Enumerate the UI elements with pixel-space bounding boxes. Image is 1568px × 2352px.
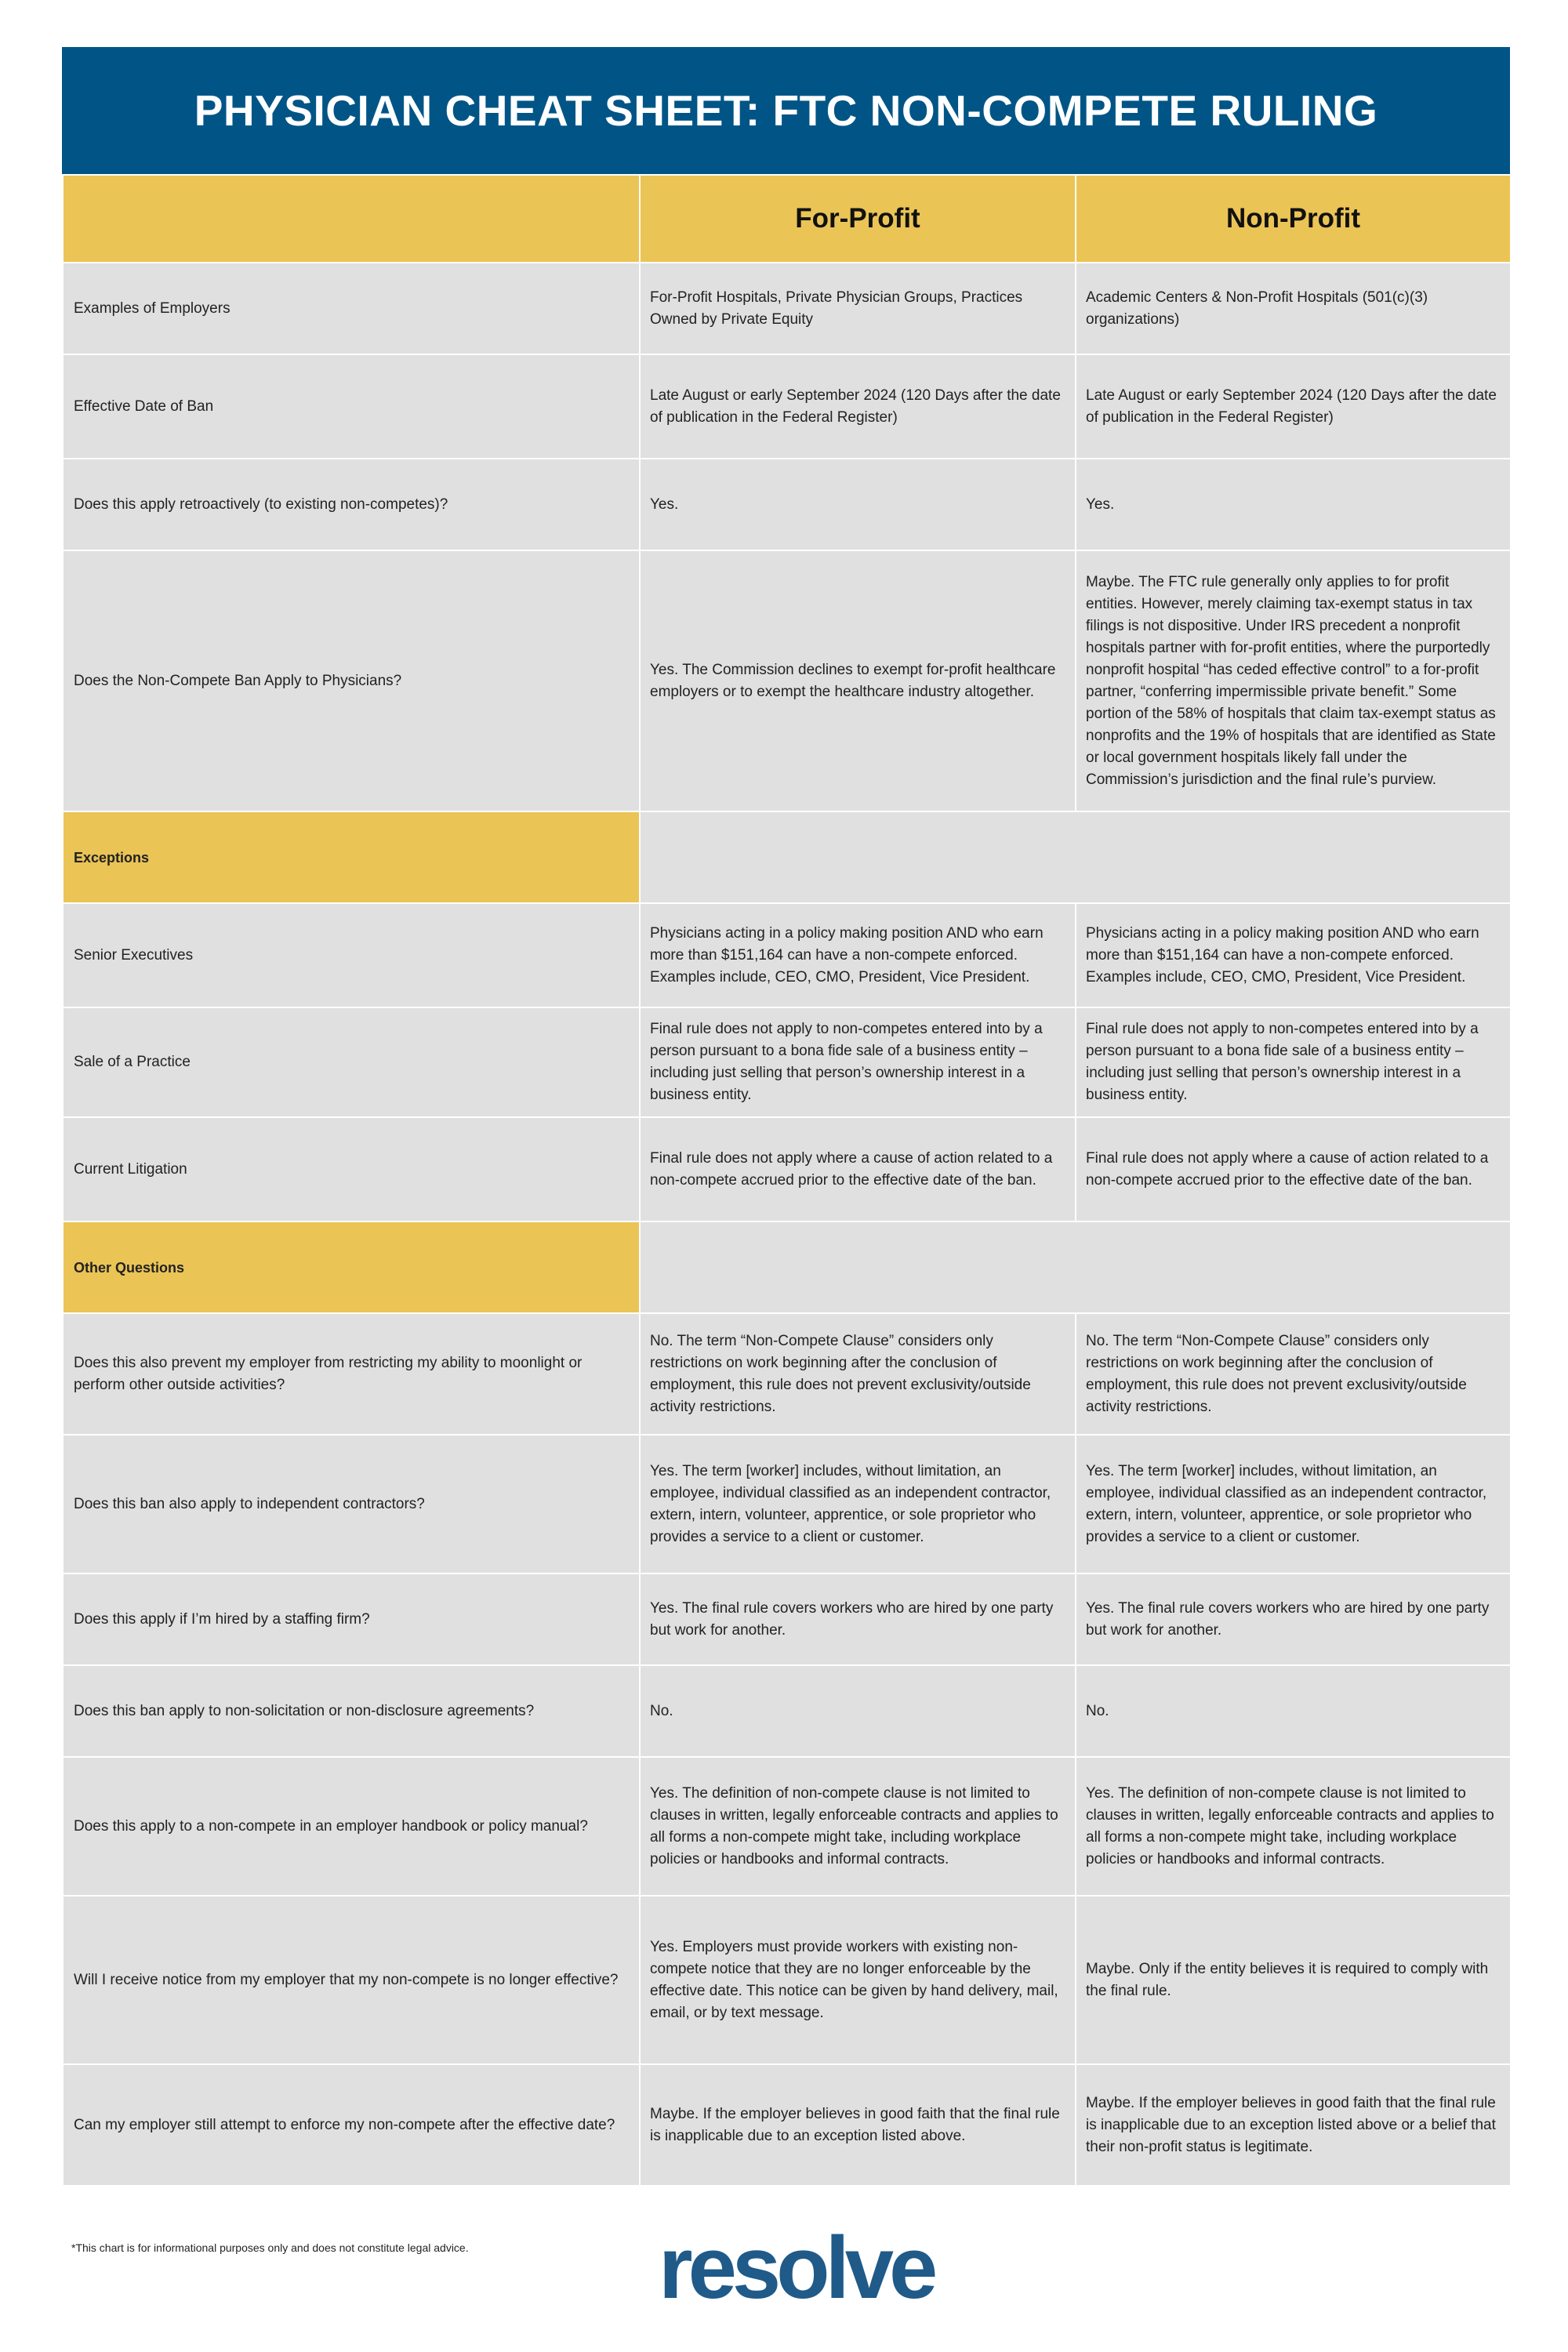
- question-cell: Does the Non-Compete Ban Apply to Physicians?: [63, 550, 640, 811]
- for-profit-cell: Yes. Employers must provide workers with existing non-compete notice that they are no longer enforceable by the effective date. This notice can be given by hand delivery, mail, email, or by text message.: [640, 1896, 1076, 2064]
- table-row: [63, 1896, 1511, 2064]
- for-profit-cell: No.: [640, 1665, 1076, 1757]
- column-header-for-profit: For-Profit: [640, 175, 1076, 263]
- question-cell: Does this also prevent my employer from restricting my ability to moonlight or perform other outside activities?: [63, 1313, 640, 1435]
- cheat-sheet: [62, 47, 1510, 2187]
- table-row: [63, 550, 1511, 811]
- non-profit-cell: Final rule does not apply where a cause of action related to a non-compete accrued prior to the effective date of the ban.: [1076, 1117, 1511, 1221]
- table-row: [63, 459, 1511, 550]
- table-row: [63, 903, 1511, 1007]
- for-profit-cell: Final rule does not apply to non-competes entered into by a person pursuant to a bona fide sale of a business entity – including just selling that person’s ownership interest in a business entity.: [640, 1007, 1076, 1117]
- section-label-exceptions: Exceptions: [63, 811, 640, 903]
- question-cell: Effective Date of Ban: [63, 354, 640, 459]
- for-profit-cell: Late August or early September 2024 (120 Days after the date of publication in the Federal Register): [640, 354, 1076, 459]
- non-profit-cell: Yes. The final rule covers workers who are hired by one party but work for another.: [1076, 1573, 1511, 1665]
- column-header-non-profit: Non-Profit: [1076, 175, 1511, 263]
- for-profit-cell: Yes. The definition of non-compete clause is not limited to clauses in written, legally enforceable contracts and applies to all forms a non-compete might take, including workplace policies or handbooks and informal contracts.: [640, 1757, 1076, 1896]
- for-profit-cell: Yes.: [640, 459, 1076, 550]
- non-profit-cell: Final rule does not apply to non-competes entered into by a person pursuant to a bona fide sale of a business entity – including just selling that person’s ownership interest in a business entity.: [1076, 1007, 1511, 1117]
- non-profit-cell: Maybe. If the employer believes in good faith that the final rule is inapplicable due to an exception listed above or a belief that their non-profit status is legitimate.: [1076, 2064, 1511, 2186]
- question-cell: Does this apply if I’m hired by a staffing firm?: [63, 1573, 640, 1665]
- header-row: [63, 175, 1511, 263]
- question-cell: Can my employer still attempt to enforce my non-compete after the effective date?: [63, 2064, 640, 2186]
- for-profit-cell: No. The term “Non-Compete Clause” considers only restrictions on work beginning after the conclusion of employment, this rule does not prevent exclusivity/outside activity restrictions.: [640, 1313, 1076, 1435]
- question-cell: Examples of Employers: [63, 263, 640, 354]
- question-cell: Will I receive notice from my employer that my non-compete is no longer effective?: [63, 1896, 640, 2064]
- table-row: [63, 1117, 1511, 1221]
- non-profit-cell: No. The term “Non-Compete Clause” considers only restrictions on work beginning after the conclusion of employment, this rule does not prevent exclusivity/outside activity restrictions.: [1076, 1313, 1511, 1435]
- non-profit-cell: No.: [1076, 1665, 1511, 1757]
- non-profit-cell: Physicians acting in a policy making position AND who earn more than $151,164 can have a non-compete enforced. Examples include, CEO, CMO, President, Vice President.: [1076, 903, 1511, 1007]
- header-blank-cell: [63, 175, 640, 263]
- question-cell: Does this apply to a non-compete in an employer handbook or policy manual?: [63, 1757, 640, 1896]
- section-label-other-questions: Other Questions: [63, 1221, 640, 1313]
- table-row: [63, 1665, 1511, 1757]
- table-row: [63, 2064, 1511, 2186]
- non-profit-cell: Yes.: [1076, 459, 1511, 550]
- section-blank-cell: [640, 1221, 1511, 1313]
- section-row-other-questions: [63, 1221, 1511, 1313]
- section-row-exceptions: [63, 811, 1511, 903]
- resolve-logo: [659, 2219, 941, 2317]
- non-profit-cell: Maybe. Only if the entity believes it is required to comply with the final rule.: [1076, 1896, 1511, 2064]
- non-profit-cell: Yes. The term [worker] includes, without limitation, an employee, individual classified as an independent contractor, extern, intern, volunteer, apprentice, or sole proprietor who provides a service to a client or customer.: [1076, 1435, 1511, 1573]
- table-row: [63, 1007, 1511, 1117]
- table-row: [63, 354, 1511, 459]
- for-profit-cell: Maybe. If the employer believes in good faith that the final rule is inapplicable due to an exception listed above.: [640, 2064, 1076, 2186]
- table-row: [63, 263, 1511, 354]
- non-profit-cell: Yes. The definition of non-compete clause is not limited to clauses in written, legally enforceable contracts and applies to all forms a non-compete might take, including workplace policies or handbooks and informal contracts.: [1076, 1757, 1511, 1896]
- question-cell: Does this apply retroactively (to existing non-competes)?: [63, 459, 640, 550]
- for-profit-cell: Physicians acting in a policy making position AND who earn more than $151,164 can have a non-compete enforced. Examples include, CEO, CMO, President, Vice President.: [640, 903, 1076, 1007]
- non-profit-cell: Academic Centers & Non-Profit Hospitals (501(c)(3) organizations): [1076, 263, 1511, 354]
- for-profit-cell: Yes. The Commission declines to exempt for-profit healthcare employers or to exempt the healthcare industry altogether.: [640, 550, 1076, 811]
- for-profit-cell: Yes. The final rule covers workers who are hired by one party but work for another.: [640, 1573, 1076, 1665]
- non-profit-cell: Maybe. The FTC rule generally only applies to for profit entities. However, merely claiming tax-exempt status in tax filings is not dispositive. Under IRS precedent a nonprofit hospitals partner with for-profit entities, where the purportedly nonprofit hospital “has ceded effective control” to a for-profit partner, “conferring impermissible private benefit.” Some portion of the 58% of hospitals that claim tax-exempt status as nonprofits and the 19% of hospitals that are identified as State or local government hospitals likely fall under the Commission’s jurisdiction and the final rule’s purview.: [1076, 550, 1511, 811]
- for-profit-cell: Yes. The term [worker] includes, without limitation, an employee, individual classified as an independent contractor, extern, intern, volunteer, apprentice, or sole proprietor who provides a service to a client or customer.: [640, 1435, 1076, 1573]
- section-blank-cell: [640, 811, 1511, 903]
- disclaimer-footnote: *This chart is for informational purposes only and does not constitute legal advice.: [71, 2241, 469, 2254]
- table-row: [63, 1313, 1511, 1435]
- logo-wordmark: resolve: [659, 2219, 934, 2317]
- question-cell: Current Litigation: [63, 1117, 640, 1221]
- for-profit-cell: For-Profit Hospitals, Private Physician Groups, Practices Owned by Private Equity: [640, 263, 1076, 354]
- for-profit-cell: Final rule does not apply where a cause of action related to a non-compete accrued prior to the effective date of the ban.: [640, 1117, 1076, 1221]
- non-profit-cell: Late August or early September 2024 (120 Days after the date of publication in the Federal Register): [1076, 354, 1511, 459]
- question-cell: Senior Executives: [63, 903, 640, 1007]
- question-cell: Does this ban apply to non-solicitation or non-disclosure agreements?: [63, 1665, 640, 1757]
- page-title: PHYSICIAN CHEAT SHEET: FTC NON-COMPETE RULING: [62, 47, 1510, 174]
- question-cell: Does this ban also apply to independent contractors?: [63, 1435, 640, 1573]
- table-row: [63, 1573, 1511, 1665]
- table-row: [63, 1757, 1511, 1896]
- question-cell: Sale of a Practice: [63, 1007, 640, 1117]
- table-row: [63, 1435, 1511, 1573]
- comparison-table: [62, 174, 1512, 2187]
